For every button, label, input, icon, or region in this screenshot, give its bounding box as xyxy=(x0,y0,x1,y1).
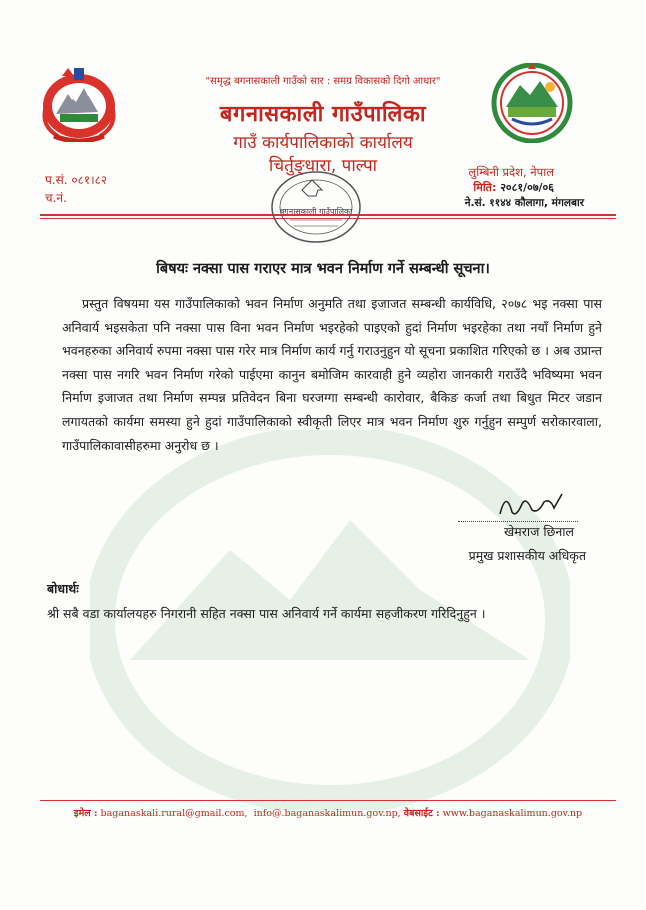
notice-body xyxy=(62,292,602,457)
cc-title: बोधार्थः xyxy=(47,581,79,596)
email-label: इमेल : xyxy=(73,808,98,819)
letterhead-tagline: "समृद्ध बगनासकाली गाउँको सार : समग्र विकासको दिगो आधार" xyxy=(205,76,441,87)
signature-mark xyxy=(492,484,572,524)
footer-divider xyxy=(40,800,616,801)
date-line xyxy=(473,180,554,195)
signer-name: खेमराज छिनाल xyxy=(504,524,574,539)
subject-line: बिषयः नक्सा पास गराएर मात्र भवन निर्माण गर्ने सम्बन्धी सूचना। xyxy=(156,261,490,277)
website-label: वेबसाईट : xyxy=(403,808,440,819)
date-value: २०८१/०७/०६ xyxy=(500,181,554,194)
stamp-text: बगनासकाली गाउँपालिका xyxy=(279,207,353,216)
dispatch-number: च.नं. xyxy=(45,191,67,205)
footer-contact xyxy=(40,806,616,819)
email-primary[interactable]: baganaskali.rural@gmail.com, xyxy=(100,808,248,819)
reference-number: प.सं. ०८१।८२ xyxy=(45,173,108,187)
office-stamp-icon xyxy=(268,168,364,246)
website-link[interactable]: www.baganaskalimun.gov.np xyxy=(442,808,583,819)
date-label: मिति: xyxy=(473,181,497,194)
organization-name: बगनासकाली गाउँपालिका xyxy=(219,102,427,127)
notice-paragraph: प्रस्तुत विषयमा यस गाउँपालिकाको भवन निर्माण अनुमति तथा इजाजत सम्बन्धी कार्यविधि, २०७८ भइ नक्सा पास अनिवार्य भइसकेता पनि नक्सा पास विना भवन निर्माण भइरहेको पाइएको हुदां निर्माण भइरहेका तथा नयाँ निर्माण हुने भवनहरुका अनिवार्य रुपमा नक्सा पास गरेर मात्र निर्माण कार्य गर्नु गराउनुहुन यो सूचना प्रकाशित गरिएको छ । अब उप्रान्त नक्सा पास नगरि भवन निर्माण गरेको पाईएमा कानुन बमोजिम कारवाही हुने व्यहोरा जानकारी गराउँदै भविष्यमा भवन निर्माण इजाजत तथा निर्माण सम्पन्न प्रतिवेदन बिना घरजग्गा सम्बन्धी कारोवार, बैकिङ कर्जा तथा बिधुत मिटर जडान लगायतको कार्यमा समस्या हुने हुदां गाउँपालिकाको स्वीकृती लिएर मात्र भवन निर्माण शुरु गर्नुहुन सम्पुर्ण सरोकारवाला, गाउँपालिकावासीहरुमा अनुरोध छ । xyxy=(62,296,602,453)
nepal-sambat-date: ने.सं. ११४४ कौलागा, मंगलबार xyxy=(464,197,584,209)
cc-body: श्री सबै वडा कार्यालयहरु निगरानी सहित नक्सा पास अनिवार्य गर्ने कार्यमा सहजीकरण गरिदिनुहुन । xyxy=(47,606,486,621)
signature-line xyxy=(458,521,578,522)
email-secondary[interactable]: info@.baganaskalimun.gov.np, xyxy=(253,808,401,819)
office-name: गाउँ कार्यपालिकाको कार्यालय xyxy=(233,133,413,153)
province-name: लुम्बिनी प्रदेश, नेपाल xyxy=(468,165,554,179)
municipality-logo-icon xyxy=(490,63,574,143)
nepal-emblem-icon xyxy=(38,66,120,142)
office-address: चिर्तुङ्धारा, पाल्पा xyxy=(268,156,378,176)
signer-designation: प्रमुख प्रशासकीय अधिकृत xyxy=(468,548,586,563)
